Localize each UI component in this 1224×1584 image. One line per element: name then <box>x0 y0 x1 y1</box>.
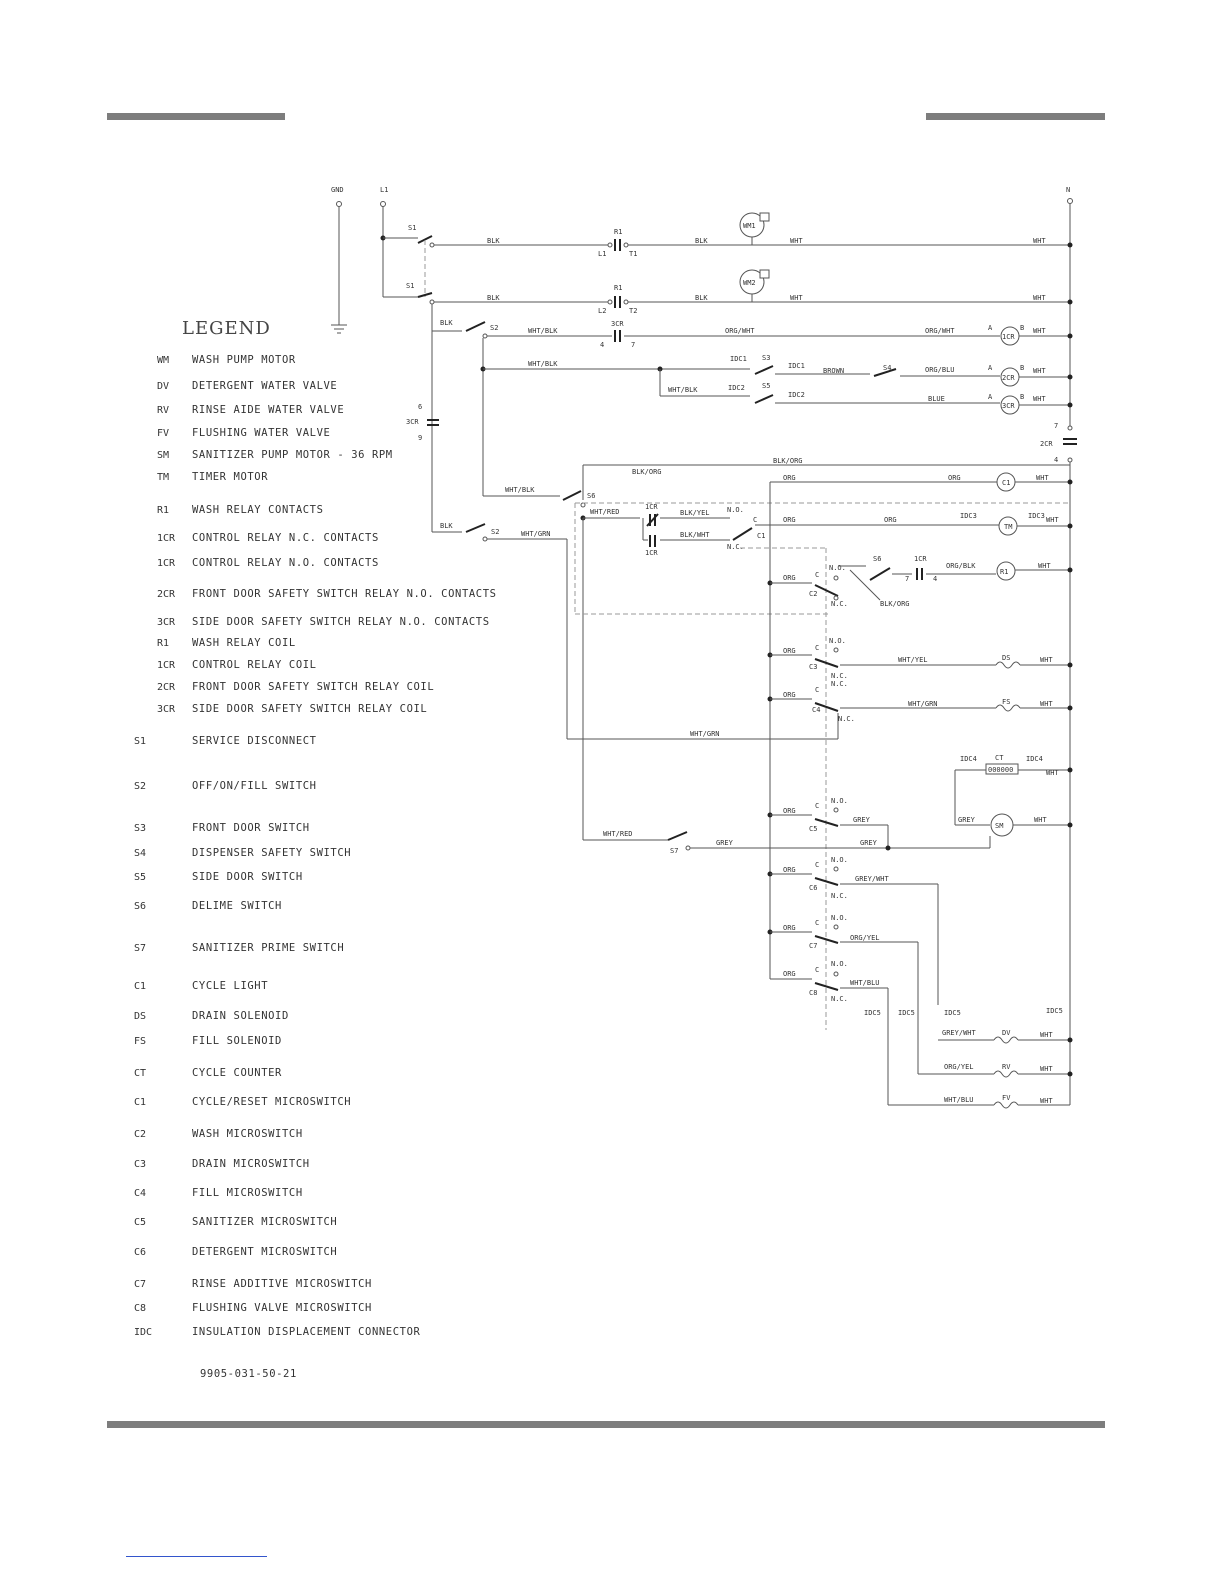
svg-text:WHT: WHT <box>1040 656 1053 664</box>
legend-symbol: S7 <box>134 943 147 954</box>
svg-text:3CR: 3CR <box>406 418 419 426</box>
legend-description: CYCLE/RESET MICROSWITCH <box>192 1096 352 1108</box>
svg-text:WHT/BLK: WHT/BLK <box>668 386 698 394</box>
legend-symbol: S5 <box>134 872 147 883</box>
legend-symbol: DS <box>134 1011 147 1022</box>
svg-text:IDC4: IDC4 <box>1026 755 1043 763</box>
svg-text:R1: R1 <box>1000 568 1009 576</box>
svg-text:C: C <box>815 571 820 579</box>
svg-text:7: 7 <box>905 575 910 583</box>
svg-text:ORG/BLU: ORG/BLU <box>925 366 955 374</box>
svg-text:WHT: WHT <box>1033 237 1046 245</box>
svg-text:C7: C7 <box>809 942 818 950</box>
svg-text:GREY/WHT: GREY/WHT <box>855 875 889 883</box>
svg-text:N.O.: N.O. <box>831 856 848 864</box>
svg-text:IDC1: IDC1 <box>730 355 747 363</box>
legend-description: SIDE DOOR SAFETY SWITCH RELAY COIL <box>192 703 428 715</box>
svg-text:WHT: WHT <box>1033 367 1046 375</box>
legend-symbol: C2 <box>134 1129 147 1140</box>
svg-text:WHT: WHT <box>1046 769 1059 777</box>
svg-text:S2: S2 <box>490 324 499 332</box>
svg-text:1CR: 1CR <box>1002 333 1015 341</box>
gnd-label: GND <box>331 186 344 194</box>
svg-text:000000: 000000 <box>988 766 1014 774</box>
legend-description: CONTROL RELAY COIL <box>192 659 317 671</box>
legend-symbol: DV <box>157 381 170 392</box>
legend-symbol: S2 <box>134 781 147 792</box>
legend-description: RINSE AIDE WATER VALVE <box>192 404 345 416</box>
svg-text:FV: FV <box>1002 1094 1011 1102</box>
legend-description: TIMER MOTOR <box>192 471 269 483</box>
svg-text:ORG/YEL: ORG/YEL <box>944 1063 974 1071</box>
legend-symbol: 1CR <box>157 533 176 544</box>
legend-description: DELIME SWITCH <box>192 900 282 912</box>
svg-text:BLK/WHT: BLK/WHT <box>680 531 710 539</box>
svg-text:B: B <box>1020 364 1025 372</box>
legend-symbol: 1CR <box>157 558 176 569</box>
svg-text:N.O.: N.O. <box>831 797 848 805</box>
legend-symbol: S6 <box>134 901 147 912</box>
legend-symbol: C8 <box>134 1303 147 1314</box>
svg-text:WHT: WHT <box>790 294 803 302</box>
svg-text:N.O.: N.O. <box>727 506 744 514</box>
svg-text:WHT/BLK: WHT/BLK <box>528 327 558 335</box>
legend-description: CYCLE LIGHT <box>192 980 269 992</box>
svg-text:ORG: ORG <box>783 516 796 524</box>
svg-text:C3: C3 <box>809 663 818 671</box>
svg-text:C: C <box>815 686 820 694</box>
svg-text:ORG/YEL: ORG/YEL <box>850 934 880 942</box>
svg-text:WHT: WHT <box>1034 816 1047 824</box>
svg-text:N.C.: N.C. <box>831 680 848 688</box>
svg-text:BLK: BLK <box>487 237 500 245</box>
svg-text:C: C <box>815 919 820 927</box>
svg-text:WM1: WM1 <box>743 222 756 230</box>
drain-solenoid-icon <box>996 662 1020 668</box>
svg-text:4: 4 <box>933 575 938 583</box>
svg-text:WHT: WHT <box>790 237 803 245</box>
svg-text:SM: SM <box>995 822 1004 830</box>
svg-text:WHT/RED: WHT/RED <box>590 508 620 516</box>
legend-symbol: WM <box>157 355 170 366</box>
legend-description: DRAIN SOLENOID <box>192 1010 289 1022</box>
svg-text:RV: RV <box>1002 1063 1011 1071</box>
svg-text:C5: C5 <box>809 825 818 833</box>
svg-text:GREY: GREY <box>860 839 877 847</box>
svg-text:WHT/GRN: WHT/GRN <box>690 730 720 738</box>
legend-description: OFF/ON/FILL SWITCH <box>192 780 317 792</box>
legend-symbol: C7 <box>134 1279 147 1290</box>
svg-text:T2: T2 <box>629 307 638 315</box>
svg-text:WHT: WHT <box>1033 327 1046 335</box>
svg-text:WHT/BLK: WHT/BLK <box>528 360 558 368</box>
svg-text:ORG: ORG <box>783 970 796 978</box>
legend-symbol: C5 <box>134 1217 147 1228</box>
legend-description: FLUSHING VALVE MICROSWITCH <box>192 1302 372 1314</box>
legend-description: INSULATION DISPLACEMENT CONNECTOR <box>192 1326 421 1338</box>
legend <box>134 354 500 1338</box>
svg-text:WHT: WHT <box>1036 474 1049 482</box>
svg-text:6: 6 <box>418 403 423 411</box>
svg-text:WHT: WHT <box>1040 1097 1053 1105</box>
legend-description: SANITIZER PUMP MOTOR - 36 RPM <box>192 449 393 461</box>
legend-symbol: 3CR <box>157 704 176 715</box>
svg-text:GREY: GREY <box>716 839 733 847</box>
svg-text:S1: S1 <box>408 224 417 232</box>
svg-text:C1: C1 <box>1002 479 1011 487</box>
svg-text:1CR: 1CR <box>645 549 658 557</box>
svg-text:WHT: WHT <box>1033 294 1046 302</box>
svg-text:ORG/WHT: ORG/WHT <box>725 327 755 335</box>
svg-text:7: 7 <box>631 341 636 349</box>
svg-text:WHT: WHT <box>1038 562 1051 570</box>
svg-text:WHT/BLU: WHT/BLU <box>944 1096 974 1104</box>
legend-symbol: FV <box>157 428 170 439</box>
legend-description: DRAIN MICROSWITCH <box>192 1158 310 1170</box>
svg-text:DV: DV <box>1002 1029 1011 1037</box>
legend-description: SIDE DOOR SAFETY SWITCH RELAY N.O. CONTACTS <box>192 616 490 628</box>
legend-symbol: R1 <box>157 505 170 516</box>
svg-text:N.C.: N.C. <box>831 672 848 680</box>
svg-text:WHT/GRN: WHT/GRN <box>521 530 551 538</box>
legend-symbol: S1 <box>134 736 147 747</box>
legend-description: CONTROL RELAY N.O. CONTACTS <box>192 557 379 569</box>
svg-text:C4: C4 <box>812 706 821 714</box>
legend-description: FLUSHING WATER VALVE <box>192 427 331 439</box>
svg-text:N.C.: N.C. <box>831 600 848 608</box>
legend-description: FRONT DOOR SWITCH <box>192 822 310 834</box>
legend-symbol: C3 <box>134 1159 147 1170</box>
svg-text:N.C.: N.C. <box>831 995 848 1003</box>
svg-text:ORG: ORG <box>783 574 796 582</box>
svg-text:S4: S4 <box>883 364 892 372</box>
svg-text:ORG/WHT: ORG/WHT <box>925 327 955 335</box>
svg-text:A: A <box>988 393 993 401</box>
svg-text:WHT: WHT <box>1046 516 1059 524</box>
legend-description: SERVICE DISCONNECT <box>192 735 317 747</box>
legend-description: CYCLE COUNTER <box>192 1067 282 1079</box>
legend-description: DETERGENT WATER VALVE <box>192 380 338 392</box>
legend-symbol: C4 <box>134 1188 147 1199</box>
svg-text:C: C <box>815 861 820 869</box>
svg-text:IDC4: IDC4 <box>960 755 977 763</box>
svg-text:4: 4 <box>600 341 605 349</box>
svg-text:WHT/YEL: WHT/YEL <box>898 656 928 664</box>
legend-symbol: S3 <box>134 823 147 834</box>
svg-text:ORG: ORG <box>783 924 796 932</box>
svg-text:C1: C1 <box>757 532 766 540</box>
legend-description: SANITIZER PRIME SWITCH <box>192 942 345 954</box>
svg-text:IDC2: IDC2 <box>788 391 805 399</box>
legend-description: FILL MICROSWITCH <box>192 1187 303 1199</box>
legend-description: DETERGENT MICROSWITCH <box>192 1246 338 1258</box>
neutral-label: N <box>1066 186 1071 194</box>
svg-text:A: A <box>988 324 993 332</box>
svg-text:C6: C6 <box>809 884 818 892</box>
svg-text:C2: C2 <box>809 590 818 598</box>
svg-text:GREY/WHT: GREY/WHT <box>942 1029 976 1037</box>
legend-description: WASH RELAY COIL <box>192 637 296 649</box>
svg-text:S3: S3 <box>762 354 771 362</box>
legend-description: FRONT DOOR SAFETY SWITCH RELAY COIL <box>192 681 435 693</box>
svg-text:WHT/BLU: WHT/BLU <box>850 979 880 987</box>
legend-description: WASH MICROSWITCH <box>192 1128 303 1140</box>
svg-text:WHT: WHT <box>1033 395 1046 403</box>
legend-symbol: 2CR <box>157 589 176 600</box>
svg-text:7: 7 <box>1054 422 1059 430</box>
legend-symbol: 1CR <box>157 660 176 671</box>
svg-text:FS: FS <box>1002 698 1011 706</box>
svg-text:S5: S5 <box>762 382 771 390</box>
svg-text:DS: DS <box>1002 654 1011 662</box>
svg-text:IDC5: IDC5 <box>944 1009 961 1017</box>
svg-text:WM2: WM2 <box>743 279 756 287</box>
svg-text:BLK: BLK <box>440 522 453 530</box>
svg-text:WHT/BLK: WHT/BLK <box>505 486 535 494</box>
legend-description: SIDE DOOR SWITCH <box>192 871 303 883</box>
svg-text:WHT: WHT <box>1040 700 1053 708</box>
svg-text:ORG: ORG <box>783 647 796 655</box>
svg-text:C: C <box>815 802 820 810</box>
svg-text:C: C <box>815 644 820 652</box>
svg-text:WHT: WHT <box>1040 1065 1053 1073</box>
svg-text:2CR: 2CR <box>1040 440 1053 448</box>
legend-symbol: C1 <box>134 981 147 992</box>
svg-text:L1: L1 <box>598 250 607 258</box>
svg-text:3CR: 3CR <box>611 320 624 328</box>
svg-text:BLK: BLK <box>487 294 500 302</box>
svg-text:BLK: BLK <box>695 294 708 302</box>
svg-text:ORG: ORG <box>783 866 796 874</box>
svg-text:S6: S6 <box>587 492 596 500</box>
l1-label: L1 <box>380 186 389 194</box>
svg-text:IDC5: IDC5 <box>898 1009 915 1017</box>
svg-text:3CR: 3CR <box>1002 402 1015 410</box>
svg-text:WHT: WHT <box>1040 1031 1053 1039</box>
svg-text:ORG: ORG <box>783 807 796 815</box>
legend-symbol: C1 <box>134 1097 147 1108</box>
svg-text:BLK: BLK <box>695 237 708 245</box>
svg-text:IDC5: IDC5 <box>864 1009 881 1017</box>
svg-text:N.C.: N.C. <box>831 892 848 900</box>
svg-text:C8: C8 <box>809 989 818 997</box>
svg-text:GREY: GREY <box>958 816 975 824</box>
svg-text:BLK/ORG: BLK/ORG <box>880 600 910 608</box>
svg-text:IDC1: IDC1 <box>788 362 805 370</box>
svg-text:B: B <box>1020 324 1025 332</box>
svg-text:ORG: ORG <box>783 691 796 699</box>
svg-text:S6: S6 <box>873 555 882 563</box>
svg-text:4: 4 <box>1054 456 1059 464</box>
svg-text:IDC2: IDC2 <box>728 384 745 392</box>
legend-symbol: C6 <box>134 1247 147 1258</box>
svg-text:BROWN: BROWN <box>823 367 845 375</box>
svg-text:IDC3: IDC3 <box>960 512 977 520</box>
svg-text:BLUE: BLUE <box>928 395 945 403</box>
legend-symbol: IDC <box>134 1327 153 1338</box>
svg-text:N.O.: N.O. <box>829 637 846 645</box>
svg-text:N.C.: N.C. <box>727 543 744 551</box>
svg-text:ORG/BLK: ORG/BLK <box>946 562 976 570</box>
legend-description: WASH RELAY CONTACTS <box>192 504 324 516</box>
svg-text:WHT/RED: WHT/RED <box>603 830 633 838</box>
legend-description: DISPENSER SAFETY SWITCH <box>192 847 352 859</box>
legend-description: SANITIZER MICROSWITCH <box>192 1216 338 1228</box>
svg-text:S7: S7 <box>670 847 679 855</box>
legend-symbol: 3CR <box>157 617 176 628</box>
svg-text:A: A <box>988 364 993 372</box>
legend-symbol: R1 <box>157 638 170 649</box>
svg-text:9: 9 <box>418 434 423 442</box>
svg-text:BLK/ORG: BLK/ORG <box>773 457 803 465</box>
legend-symbol: SM <box>157 450 170 461</box>
svg-text:N.O.: N.O. <box>831 960 848 968</box>
legend-description: FILL SOLENOID <box>192 1035 282 1047</box>
rinse-valve-icon <box>994 1071 1018 1077</box>
legend-title: LEGEND <box>182 318 271 339</box>
svg-text:C: C <box>753 516 758 524</box>
legend-symbol: S4 <box>134 848 147 859</box>
svg-text:1CR: 1CR <box>645 503 658 511</box>
svg-text:IDC5: IDC5 <box>1046 1007 1063 1015</box>
svg-text:ORG: ORG <box>948 474 961 482</box>
svg-text:N.O.: N.O. <box>829 564 846 572</box>
svg-text:L2: L2 <box>598 307 607 315</box>
legend-description: WASH PUMP MOTOR <box>192 354 296 366</box>
legend-symbol: RV <box>157 405 170 416</box>
svg-text:N.O.: N.O. <box>831 914 848 922</box>
svg-text:B: B <box>1020 393 1025 401</box>
flushing-valve-icon <box>994 1102 1018 1108</box>
legend-symbol: TM <box>157 472 170 483</box>
svg-text:BLK/ORG: BLK/ORG <box>632 468 662 476</box>
svg-text:BLK/YEL: BLK/YEL <box>680 509 710 517</box>
svg-text:CT: CT <box>995 754 1004 762</box>
legend-symbol: CT <box>134 1068 147 1079</box>
svg-text:BLK: BLK <box>440 319 453 327</box>
legend-description: RINSE ADDITIVE MICROSWITCH <box>192 1278 372 1290</box>
svg-text:S2: S2 <box>491 528 500 536</box>
svg-text:N.C.: N.C. <box>838 715 855 723</box>
legend-description: FRONT DOOR SAFETY SWITCH RELAY N.O. CONTACTS <box>192 588 497 600</box>
svg-text:T1: T1 <box>629 250 638 258</box>
svg-text:TM: TM <box>1004 523 1013 531</box>
svg-text:1CR: 1CR <box>914 555 927 563</box>
legend-description: CONTROL RELAY N.C. CONTACTS <box>192 532 379 544</box>
svg-text:ORG: ORG <box>884 516 897 524</box>
detergent-valve-icon <box>994 1037 1018 1043</box>
svg-text:GREY: GREY <box>853 816 870 824</box>
svg-text:WHT/GRN: WHT/GRN <box>908 700 938 708</box>
svg-text:2CR: 2CR <box>1002 374 1015 382</box>
svg-text:R1: R1 <box>614 284 623 292</box>
drawing-number: 9905-031-50-21 <box>200 1368 297 1380</box>
svg-text:C: C <box>815 966 820 974</box>
svg-text:S1: S1 <box>406 282 415 290</box>
svg-text:R1: R1 <box>614 228 623 236</box>
legend-symbol: 2CR <box>157 682 176 693</box>
svg-text:IDC3: IDC3 <box>1028 512 1045 520</box>
svg-text:ORG: ORG <box>783 474 796 482</box>
ground-symbol-icon <box>331 325 347 333</box>
legend-symbol: FS <box>134 1036 147 1047</box>
